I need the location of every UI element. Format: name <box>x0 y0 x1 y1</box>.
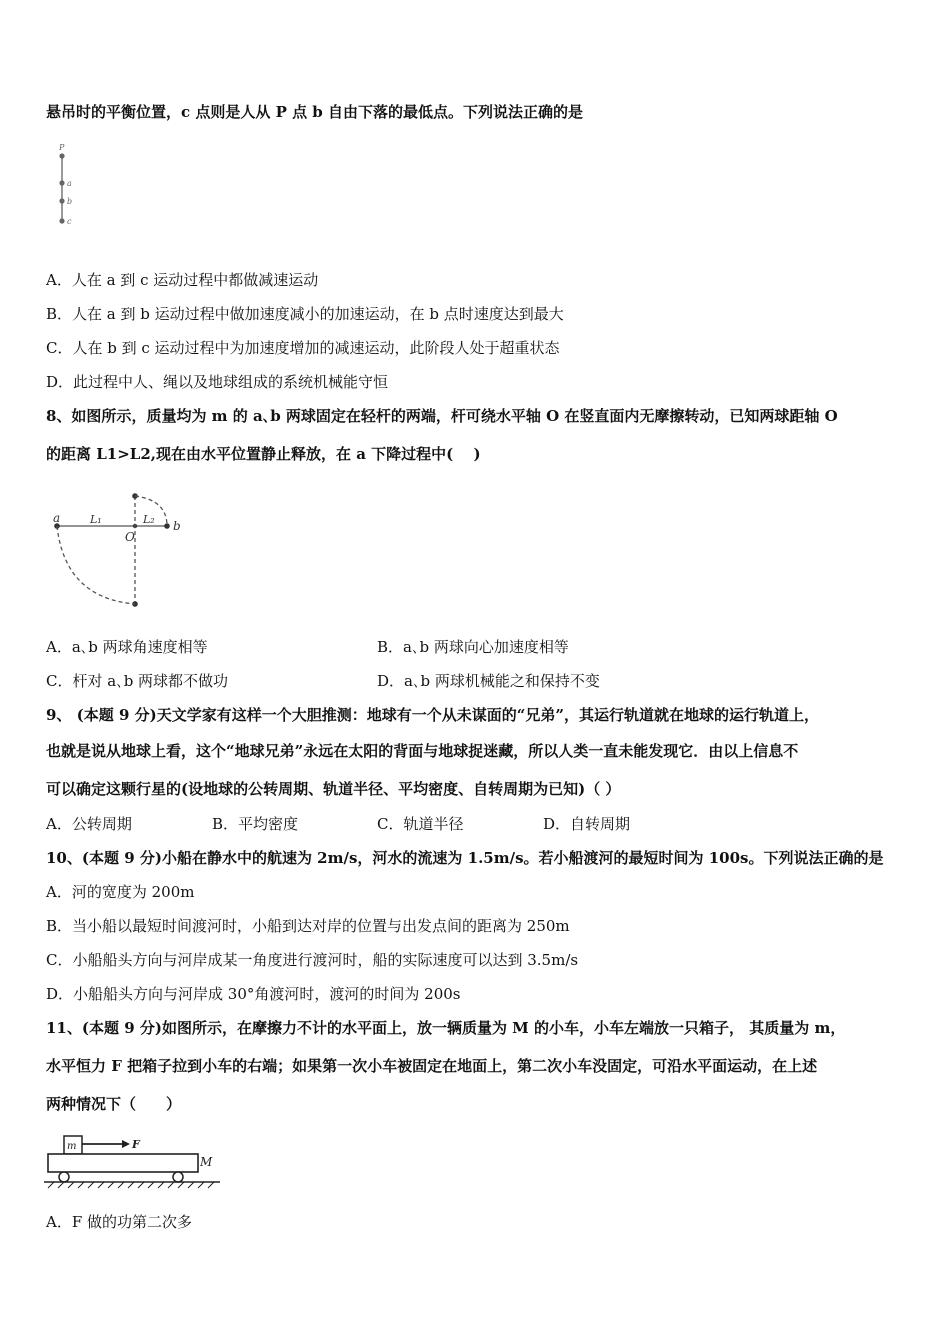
q7-option-c: C．人在 b 到 c 运动过程中为加速度增加的减速运动，此阶段人处于超重状态 <box>46 339 560 357</box>
label-c: c <box>67 217 72 226</box>
q8-option-c: C．杆对 a､b 两球都不做功 <box>46 672 229 690</box>
label-b: b <box>173 519 181 533</box>
q8-stem-line1: 8、如图所示，质量均为 m 的 a､b 两球固定在轻杆的两端，杆可绕水平轴 O 在竖直面内无摩擦转动，已知两球距轴 O <box>46 407 838 425</box>
q8-option-b: B．a､b 两球向心加速度相等 <box>377 638 569 656</box>
label-l2: L₂ <box>143 513 155 526</box>
label-a: a <box>53 511 61 525</box>
q7-intro-line: 悬吊时的平衡位置，c 点则是人从 P 点 b 自由下落的最低点。下列说法正确的是 <box>46 103 584 121</box>
q8-stem-line2: 的距离 L1>L2,现在由水平位置静止释放，在 a 下降过程中( ) <box>46 445 481 463</box>
q7-option-a: A．人在 a 到 c 运动过程中都做减速运动 <box>46 271 319 289</box>
q9-option-c: C．轨道半径 <box>377 815 464 833</box>
q10-option-b: B．当小船以最短时间渡河时，小船到达对岸的位置与出发点间的距离为 250m <box>46 917 570 935</box>
q8-figure-rotating-rod <box>45 486 205 616</box>
q9-option-b: B．平均密度 <box>212 815 299 833</box>
q9-stem-line2: 也就是说从地球上看，这个“地球兄弟”永远在太阳的背面与地球捉迷藏，所以人类一直未能发现它．由以上信息不 <box>46 742 799 760</box>
q7-option-d: D．此过程中人、绳以及地球组成的系统机械能守恒 <box>46 373 389 391</box>
q11-option-a: A．F 做的功第二次多 <box>46 1213 193 1231</box>
q11-figure-box-on-cart <box>44 1124 224 1194</box>
label-b: b <box>67 197 73 206</box>
q9-stem-line1: 9、 (本题 9 分)天文学家有这样一个大胆推测：地球有一个从未谋面的“兄弟”，其运行轨道就在地球的运行轨道上， <box>46 706 819 724</box>
q11-stem-line3: 两种情况下（ ） <box>46 1095 182 1113</box>
q9-stem-line3: 可以确定这颗行星的(设地球的公转周期、轨道半径、平均密度、自转周期为已知)（ ） <box>46 780 621 798</box>
q10-stem: 10、(本题 9 分)小船在静水中的航速为 2m/s，河水的流速为 1.5m/s。若小船渡河的最短时间为 100s。下列说法正确的是 <box>46 849 884 867</box>
label-a: a <box>67 179 72 188</box>
q7-option-b: B．人在 a 到 b 运动过程中做加速度减小的加速运动，在 b 点时速度达到最大 <box>46 305 564 323</box>
q8-option-a: A．a､b 两球角速度相等 <box>46 638 208 656</box>
label-p: P <box>59 143 65 152</box>
q9-option-a: A．公转周期 <box>46 815 132 833</box>
q10-option-c: C．小船船头方向与河岸成某一角度进行渡河时，船的实际速度可以达到 3.5m/s <box>46 951 579 969</box>
q11-stem-line1: 11、(本题 9 分)如图所示，在摩擦力不计的水平面上，放一辆质量为 M 的小车，小车左端放一只箱子， 其质量为 m， <box>46 1019 846 1037</box>
q10-option-a: A．河的宽度为 200m <box>46 883 195 901</box>
q10-option-d: D．小船船头方向与河岸成 30°角渡河时，渡河的时间为 200s <box>46 985 461 1003</box>
q8-option-d: D．a､b 两球机械能之和保持不变 <box>377 672 600 690</box>
label-big-m: M <box>200 1155 213 1169</box>
q7-figure-rope-points <box>50 142 90 232</box>
label-m: m <box>67 1141 77 1152</box>
label-f: F <box>132 1138 140 1151</box>
label-l1: L₁ <box>90 513 102 526</box>
q11-stem-line2: 水平恒力 F 把箱子拉到小车的右端；如果第一次小车被固定在地面上，第二次小车没固定，可沿水平面运动，在上述 <box>46 1057 818 1075</box>
label-o: O <box>125 530 135 544</box>
q9-option-d: D．自转周期 <box>543 815 631 833</box>
